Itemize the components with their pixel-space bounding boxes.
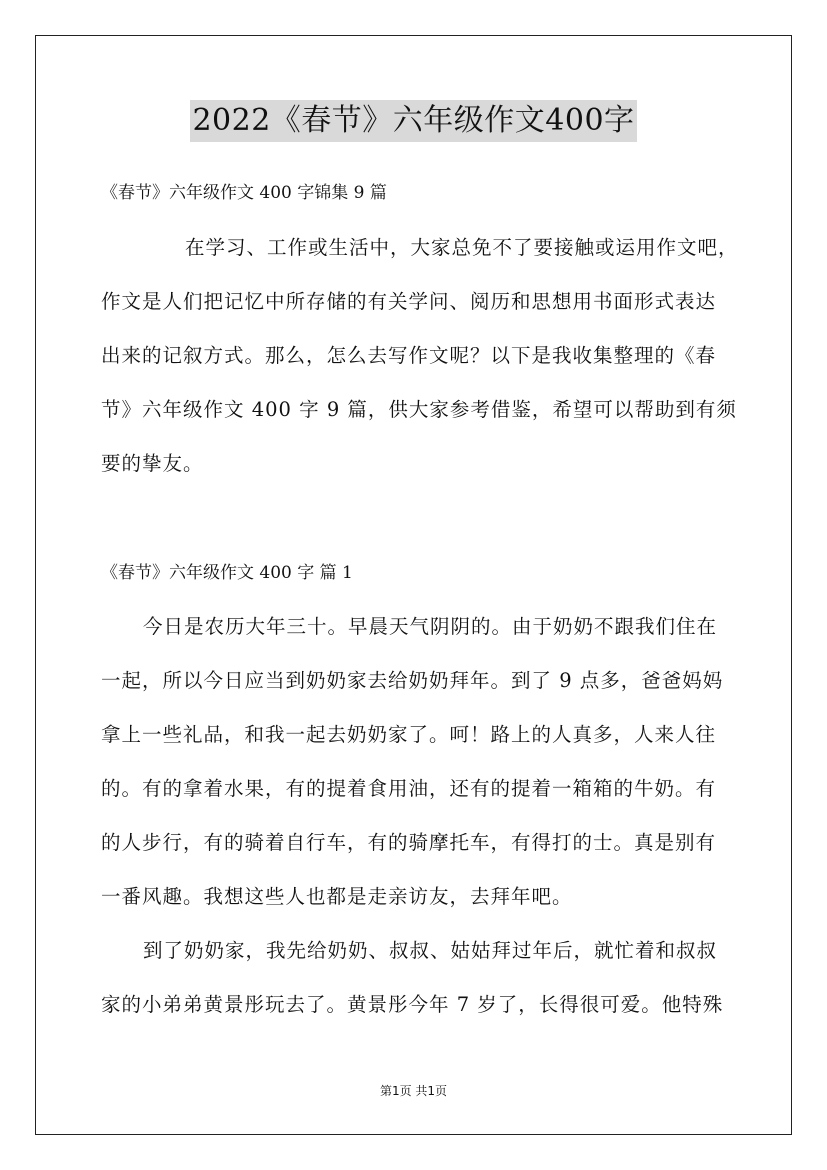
intro-line: 节》六年级作文 400 字 9 篇，供大家参考借鉴，希望可以帮助到有须 (101, 398, 737, 421)
document-title: 2022《春节》六年级作文400字 (190, 100, 636, 142)
section-heading: 《春节》六年级作文 400 字 篇 1 (101, 563, 353, 583)
document-subtitle: 《春节》六年级作文 400 字锦集 9 篇 (101, 183, 387, 203)
body-line: 的。有的拿着水果，有的提着食用油，还有的提着一箱箱的牛奶。有 (101, 777, 717, 800)
body-line: 今日是农历大年三十。早晨天气阴阴的。由于奶奶不跟我们住在 (143, 615, 718, 638)
body-line: 到了奶奶家，我先给奶奶、叔叔、姑姑拜过年后，就忙着和叔叔 (143, 939, 718, 962)
body-line: 一番风趣。我想这些人也都是走亲访友，去拜年吧。 (101, 885, 573, 908)
body-line: 的人步行，有的骑着自行车，有的骑摩托车，有得打的士。真是别有 (101, 831, 717, 854)
intro-line: 要的挚友。 (101, 452, 204, 475)
body-line: 拿上一些礼品，和我一起去奶奶家了。呵！路上的人真多，人来人往 (101, 723, 717, 746)
intro-line: 出来的记叙方式。那么，怎么去写作文呢？以下是我收集整理的《春 (101, 344, 717, 367)
body-line: 家的小弟弟黄景彤玩去了。黄景彤今年 7 岁了，长得很可爱。他特殊 (101, 993, 724, 1016)
body-line: 一起，所以今日应当到奶奶家去给奶奶拜年。到了 9 点多，爸爸妈妈 (101, 669, 724, 692)
intro-line: 作文是人们把记忆中所存储的有关学问、阅历和思想用书面形式表达 (101, 290, 717, 313)
title-container (0, 100, 827, 142)
intro-line: 在学习、工作或生活中，大家总免不了要接触或运用作文吧， (185, 236, 739, 259)
page-footer: 第1页 共1页 (379, 1084, 448, 1098)
